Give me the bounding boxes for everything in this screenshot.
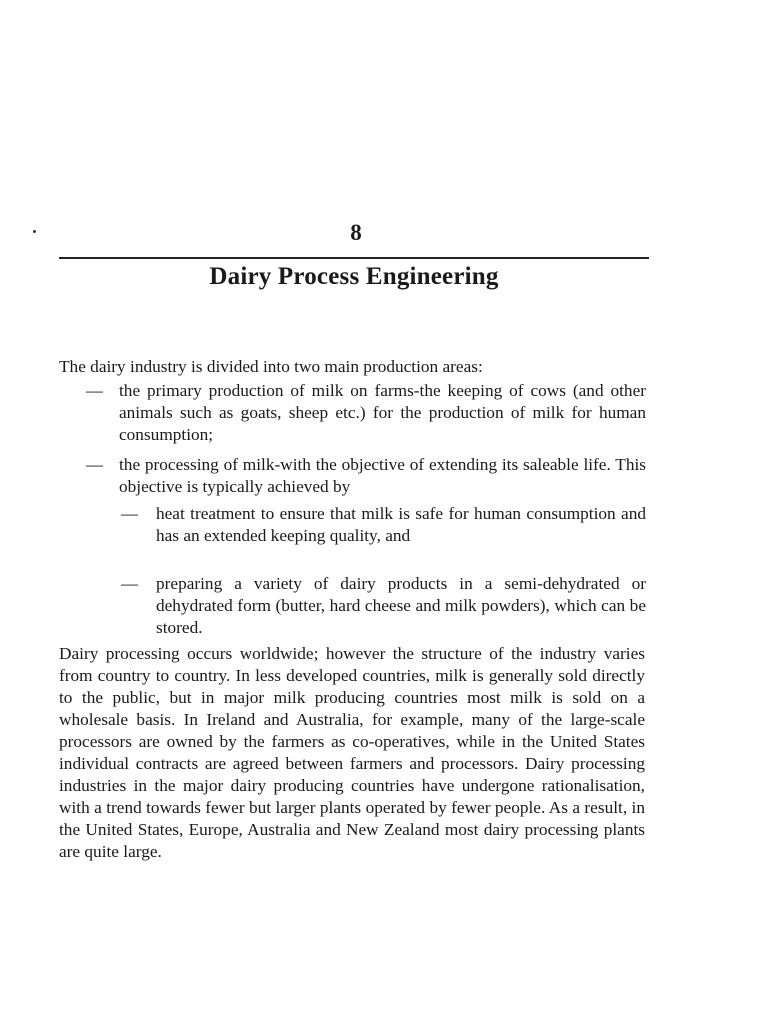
list-dash: — <box>86 381 103 400</box>
sublist-item-heat-treatment: heat treatment to ensure that milk is safe for human consumption and has an extended keeping quality, and <box>156 504 646 545</box>
chapter-number <box>0 220 712 246</box>
chapter-divider <box>59 257 649 259</box>
sublist-dash: — <box>121 574 138 593</box>
chapter-number-text: 8 <box>350 220 362 245</box>
list-item-primary-production: the primary production of milk on farms-the keeping of cows (and other animals such as goats, sheep etc.) for the production of milk for human consumption; <box>119 381 646 444</box>
body-paragraph: Dairy processing occurs worldwide; however the structure of the industry varies from country to country. In less developed countries, milk is generally sold directly to the public, but in major milk producing countries most milk is sold on a wholesale basis. In Ireland and Australia, for example, many of the large-scale processors are owned by the farmers as co-operatives, while in the United States individual contracts are agreed between farmers and processors. Dairy processing industries in the major dairy producing countries have undergone rationalisation, with a trend towards fewer but larger plants operated by fewer people. As a result, in the United States, Europe, Australia and New Zealand most dairy processing plants are quite large. <box>59 644 645 861</box>
list-item-processing: the processing of milk-with the objective of extending its saleable life. This objective is typically achieved by <box>119 455 646 496</box>
list-dash: — <box>86 455 103 474</box>
sublist-item-dairy-products: preparing a variety of dairy products in a semi-dehydrated or dehydrated form (butter, hard cheese and milk powders), which can be stored. <box>156 574 646 637</box>
chapter-title: Dairy Process Engineering <box>209 263 499 290</box>
sublist-dash: — <box>121 504 138 523</box>
intro-sentence: The dairy industry is divided into two main production areas: <box>59 357 483 376</box>
